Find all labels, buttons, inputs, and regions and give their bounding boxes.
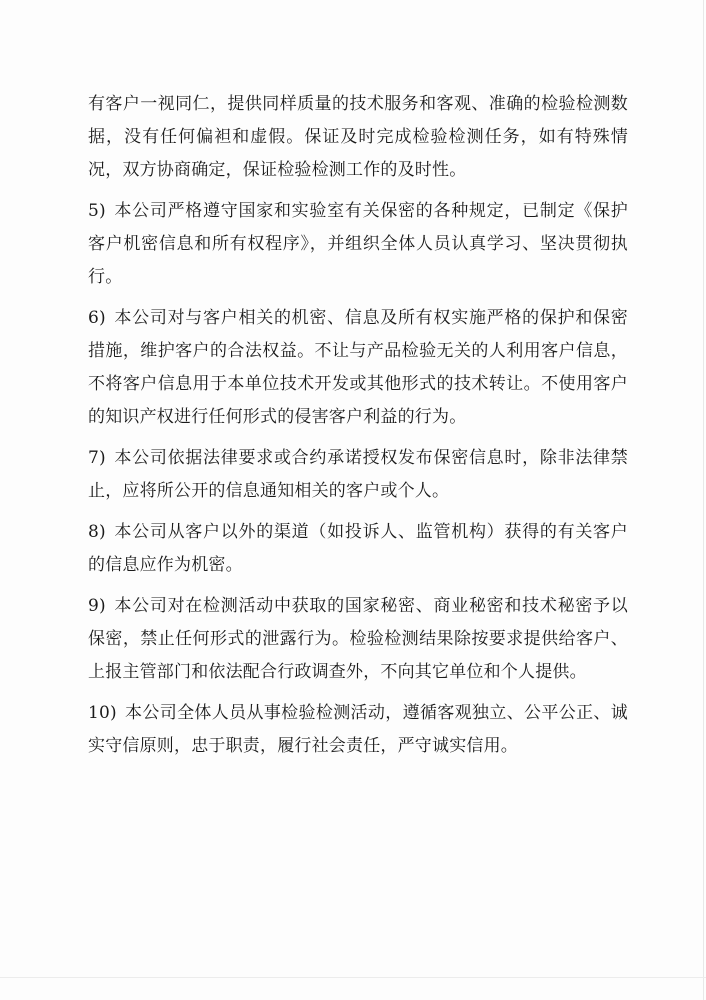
paragraph-number: 5) bbox=[88, 201, 106, 221]
paragraph-text: 本公司对与客户相关的机密、信息及所有权实施严格的保护和保密措施，维护客户的合法权益。不让与产品检验无关的人利用客户信息，不将客户信息用于本单位技术开发或其他形式的技术转让。不使用客户的知识产权进行任何形式的侵害客户利益的行为。 bbox=[88, 308, 628, 427]
paragraph-number: 8) bbox=[88, 522, 106, 542]
paragraph-continued bbox=[88, 88, 628, 187]
paragraph-number: 10) bbox=[88, 703, 117, 723]
paragraph-8 bbox=[88, 516, 628, 582]
paragraph-9 bbox=[88, 590, 628, 689]
paragraph-6 bbox=[88, 302, 628, 434]
document-body bbox=[88, 88, 628, 771]
paragraph-7 bbox=[88, 442, 628, 508]
paragraph-number: 6) bbox=[88, 308, 106, 328]
paragraph-text: 有客户一视同仁，提供同样质量的技术服务和客观、准确的检验检测数据，没有任何偏袒和虚假。保证及时完成检验检测任务，如有特殊情况，双方协商确定，保证检验检测工作的及时性。 bbox=[88, 94, 628, 180]
scan-bottom-line bbox=[0, 977, 706, 978]
paragraph-10 bbox=[88, 697, 628, 763]
paragraph-number: 9) bbox=[88, 596, 106, 616]
paragraph-text: 本公司全体人员从事检验检测活动，遵循客观独立、公平公正、诚实守信原则，忠于职责，履行社会责任，严守诚实信用。 bbox=[88, 703, 628, 756]
paragraph-text: 本公司对在检测活动中获取的国家秘密、商业秘密和技术秘密予以保密，禁止任何形式的泄露行为。检验检测结果除按要求提供给客户、上报主管部门和依法配合行政调查外，不向其它单位和个人提供。 bbox=[88, 596, 628, 682]
paragraph-5 bbox=[88, 195, 628, 294]
paragraph-text: 本公司严格遵守国家和实验室有关保密的各种规定，已制定《保护客户机密信息和所有权程序》，并组织全体人员认真学习、坚决贯彻执行。 bbox=[88, 201, 628, 287]
paragraph-text: 本公司从客户以外的渠道（如投诉人、监管机构）获得的有关客户的信息应作为机密。 bbox=[88, 522, 628, 575]
paragraph-number: 7) bbox=[88, 448, 106, 468]
scan-edge-line bbox=[703, 0, 704, 1000]
paragraph-text: 本公司依据法律要求或合约承诺授权发布保密信息时，除非法律禁止，应将所公开的信息通知相关的客户或个人。 bbox=[88, 448, 628, 501]
